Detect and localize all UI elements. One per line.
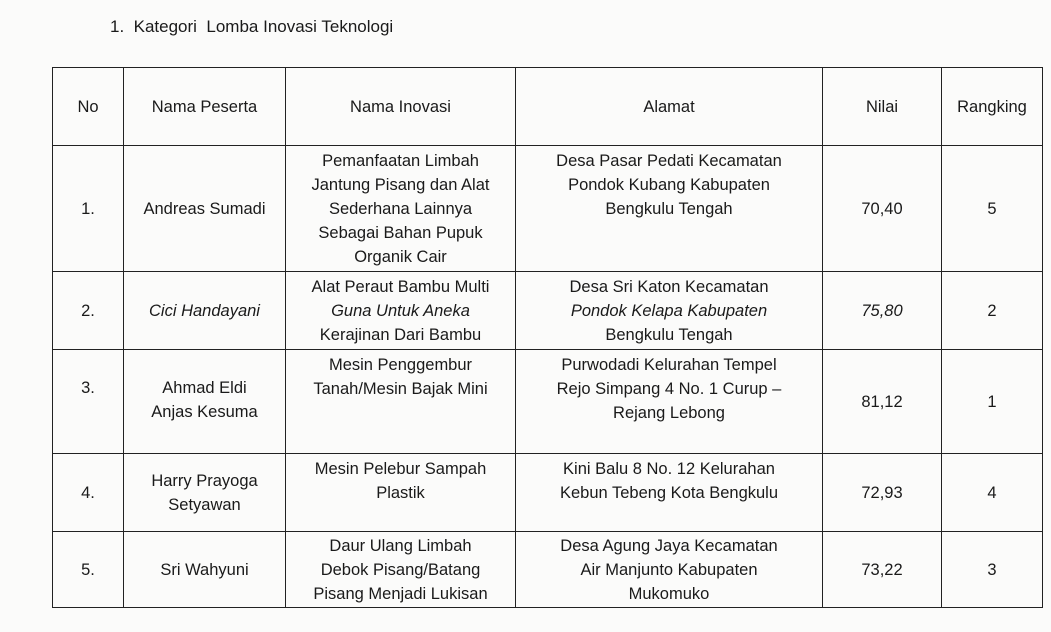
- table-row: [53, 454, 1043, 532]
- cell-rangking: 4: [942, 454, 1043, 532]
- table-row: [53, 350, 1043, 454]
- cell-rangking: 5: [942, 146, 1043, 272]
- section-heading: 1. Kategori Lomba Inovasi Teknologi: [110, 17, 394, 36]
- cell-nama-peserta: [124, 532, 286, 608]
- header-rangking: Rangking: [942, 68, 1043, 146]
- cell-nama-peserta: [124, 454, 286, 532]
- table-row: [53, 146, 1043, 272]
- cell-line: Ahmad Eldi: [162, 379, 247, 397]
- cell-line: Kebun Tebeng Kota Bengkulu: [559, 484, 779, 502]
- cell-nama-inovasi: [286, 146, 516, 272]
- cell-line: Rejo Simpang 4 No. 1 Curup –: [556, 380, 782, 398]
- header-nilai: Nilai: [823, 68, 942, 146]
- cell-line: Purwodadi Kelurahan Tempel: [561, 356, 777, 374]
- cell-no: 1.: [53, 146, 124, 272]
- cell-line: Anjas Kesuma: [151, 403, 258, 421]
- table-header-row: [53, 68, 1043, 146]
- cell-line: Guna Untuk Aneka: [331, 301, 470, 320]
- cell-line: Mesin Pelebur Sampah: [314, 460, 487, 478]
- cell-nilai: 73,22: [823, 532, 942, 608]
- cell-line: Daur Ulang Limbah: [329, 536, 472, 555]
- cell-line: Setyawan: [168, 495, 241, 514]
- cell-line: Desa Agung Jaya Kecamatan: [560, 536, 778, 555]
- cell-no: 5.: [53, 532, 124, 608]
- header-nama-peserta: Nama Peserta: [124, 68, 286, 146]
- cell-rangking: 1: [942, 350, 1043, 454]
- cell-line: Plastik: [376, 484, 425, 502]
- header-nama-inovasi: Nama Inovasi: [286, 68, 516, 146]
- cell-no: 3.: [53, 350, 124, 454]
- cell-line: Alat Peraut Bambu Multi: [311, 277, 490, 296]
- cell-alamat: [516, 146, 823, 272]
- cell-line: Desa Pasar Pedati Kecamatan: [556, 152, 782, 170]
- cell-line: Tanah/Mesin Bajak Mini: [313, 380, 488, 398]
- cell-line: Harry Prayoga: [151, 471, 258, 490]
- cell-rangking: 2: [942, 272, 1043, 350]
- cell-line: Mukomuko: [628, 584, 710, 603]
- cell-line: Rejang Lebong: [613, 404, 725, 422]
- cell-nilai: 81,12: [823, 350, 942, 454]
- cell-line: Debok Pisang/Batang: [320, 560, 481, 579]
- cell-nilai: 70,40: [823, 146, 942, 272]
- cell-line: Air Manjunto Kabupaten: [580, 560, 758, 579]
- cell-no: 2.: [53, 272, 124, 350]
- table-row: [53, 532, 1043, 608]
- header-no: No: [53, 68, 124, 146]
- cell-line: Pisang Menjadi Lukisan: [313, 584, 488, 603]
- header-alamat: Alamat: [516, 68, 823, 146]
- table-row: [53, 272, 1043, 350]
- cell-line: Cici Handayani: [149, 301, 260, 320]
- cell-nama-inovasi: [286, 272, 516, 350]
- competition-results-table: [52, 67, 1043, 608]
- cell-nilai: 75,80: [823, 272, 942, 350]
- cell-line: Bengkulu Tengah: [605, 200, 733, 218]
- cell-line: Desa Sri Katon Kecamatan: [569, 277, 769, 296]
- cell-nama-inovasi: [286, 532, 516, 608]
- cell-nama-peserta: [124, 272, 286, 350]
- cell-line: Sebagai Bahan Pupuk: [318, 223, 483, 242]
- cell-line: Kini Balu 8 No. 12 Kelurahan: [563, 460, 775, 478]
- cell-alamat: [516, 272, 823, 350]
- cell-rangking: 3: [942, 532, 1043, 608]
- cell-alamat: [516, 350, 823, 454]
- cell-line: Organik Cair: [354, 247, 447, 266]
- cell-nama-peserta: [124, 146, 286, 272]
- cell-line: Andreas Sumadi: [143, 199, 266, 218]
- cell-alamat: [516, 454, 823, 532]
- cell-line: Mesin Penggembur: [328, 356, 473, 374]
- cell-line: Kerajinan Dari Bambu: [319, 325, 482, 344]
- cell-line: Pemanfaatan Limbah: [322, 151, 479, 170]
- cell-nama-peserta: [124, 350, 286, 454]
- cell-line: Bengkulu Tengah: [605, 325, 733, 344]
- cell-line: Jantung Pisang dan Alat: [311, 175, 490, 194]
- cell-no: 4.: [53, 454, 124, 532]
- cell-nama-inovasi: [286, 454, 516, 532]
- cell-nilai: 72,93: [823, 454, 942, 532]
- cell-line: Sri Wahyuni: [160, 560, 249, 579]
- cell-line: Pondok Kubang Kabupaten: [568, 176, 770, 194]
- cell-line: Sederhana Lainnya: [328, 199, 473, 218]
- cell-nama-inovasi: [286, 350, 516, 454]
- cell-alamat: [516, 532, 823, 608]
- cell-line: Pondok Kelapa Kabupaten: [570, 301, 768, 320]
